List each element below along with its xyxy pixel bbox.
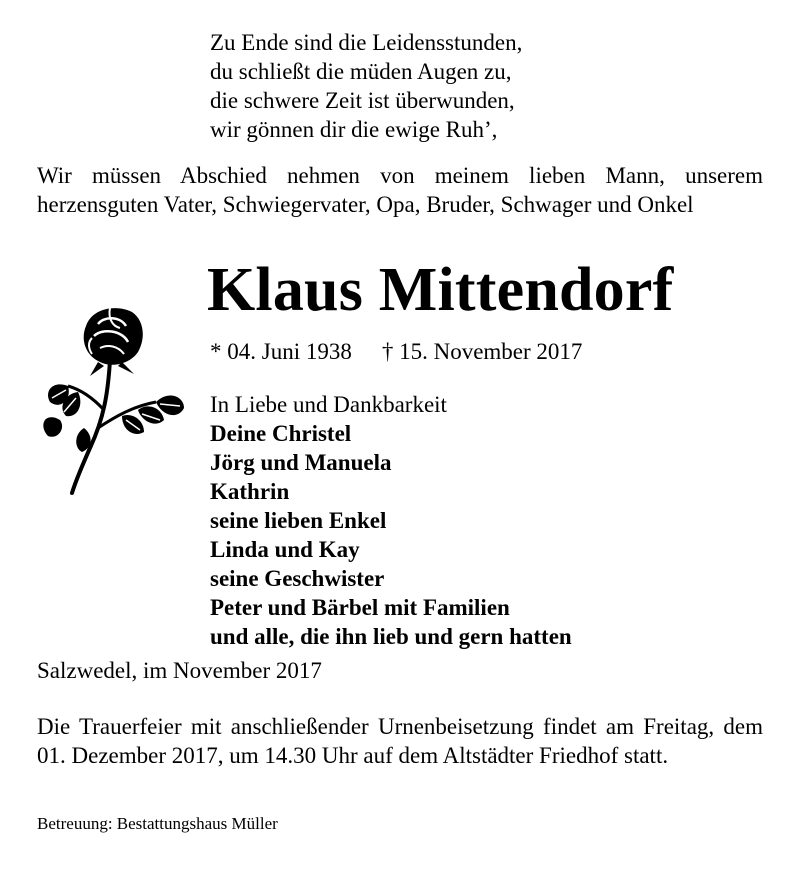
poem-line-3: die schwere Zeit ist überwunden, (210, 88, 515, 113)
mourner-line: Deine Christel (210, 421, 352, 446)
mourners-list (210, 390, 572, 651)
death-date: † 15. November 2017 (381, 339, 583, 364)
deceased-name: Klaus Mittendorf (207, 256, 674, 324)
place-date: Salzwedel, im November 2017 (37, 658, 322, 683)
mourner-line: Linda und Kay (210, 537, 360, 562)
mourner-line: Peter und Bärbel mit Familien (210, 595, 510, 620)
birth-date: * 04. Juni 1938 (210, 339, 352, 364)
rose-icon (38, 298, 188, 498)
life-dates (210, 337, 582, 367)
mourner-line: seine lieben Enkel (210, 508, 387, 533)
poem-line-2: du schließt die müden Augen zu, (210, 59, 512, 84)
mourner-line: und alle, die ihn lieb und gern hatten (210, 624, 572, 649)
poem-line-4: wir gönnen dir die ewige Ruh’, (210, 117, 498, 142)
mourner-line: Kathrin (210, 479, 290, 504)
poem (210, 28, 522, 144)
poem-line-1: Zu Ende sind die Leidensstunden, (210, 30, 523, 55)
funeral-home: Betreuung: Bestattungshaus Müller (37, 814, 278, 833)
funeral-service-info: Die Trauerfeier mit anschließender Urnenbeisetzung findet am Freitag, dem 01. Dezember 2017, um 14.30 Uhr auf dem Altstädter Friedhof statt. (37, 714, 763, 768)
closing-phrase: In Liebe und Dankbarkeit (210, 392, 447, 417)
mourner-line: Jörg und Manuela (210, 450, 392, 475)
mourner-line: seine Geschwister (210, 566, 385, 591)
intro-text: Wir müssen Abschied nehmen von meinem lieben Mann, unserem herzensguten Vater, Schwiegervater, Opa, Bruder, Schwager und Onkel (37, 163, 763, 217)
